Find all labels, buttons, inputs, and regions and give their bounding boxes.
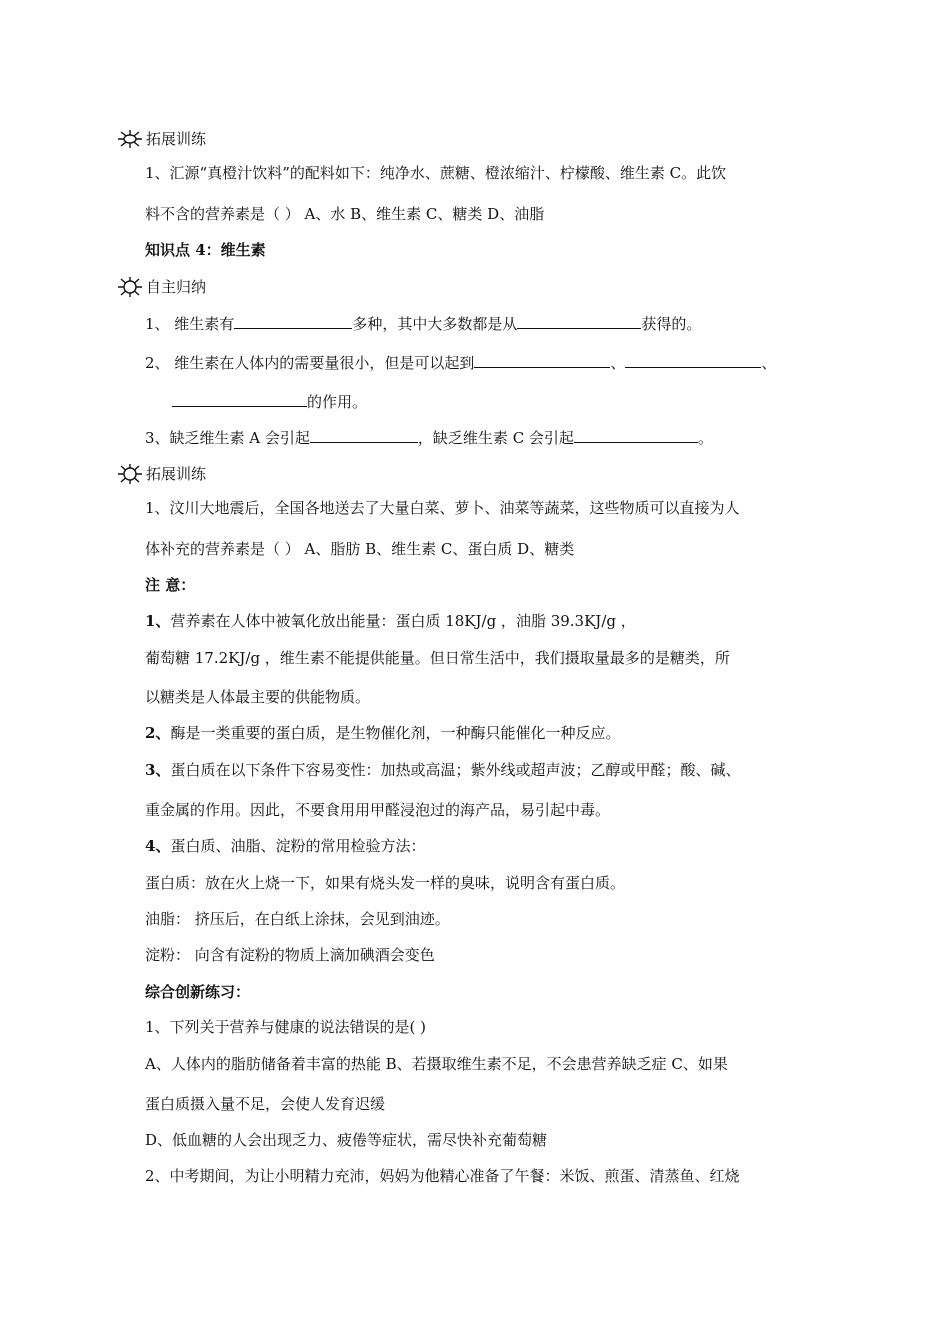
note-item-2 [145, 723, 620, 743]
question-line: 2、中考期间，为让小明精力充沛，妈妈为他精心准备了午餐：米饭、煎蛋、清蒸鱼、红烧 [145, 1167, 740, 1185]
sun-icon [116, 128, 144, 150]
section-title: 拓展训练 [146, 130, 207, 148]
blank[interactable] [310, 427, 418, 443]
text: 3、缺乏维生素 A 会引起 [145, 429, 310, 447]
section-title: 拓展训练 [146, 465, 207, 483]
text: 营养素在人体中被氧化放出能量：蛋白质 18KJ/g ，油脂 39.3KJ/g ， [170, 612, 636, 630]
question-option-line: D、低血糖的人会出现乏力、疲倦等症状，需尽快补充葡萄糖 [145, 1131, 548, 1149]
blank[interactable] [517, 313, 641, 329]
test-method-protein: 蛋白质：放在火上烧一下，如果有烧头发一样的臭味，说明含有蛋白质。 [145, 874, 626, 892]
comprehensive-heading: 综合创新练习： [145, 983, 251, 1001]
item-number: 4、 [145, 837, 171, 855]
sun-icon [116, 276, 144, 298]
note-item-1-cont: 以糖类是人体最主要的供能物质。 [145, 688, 371, 706]
note-item-3 [145, 760, 740, 780]
text: 、 [610, 354, 626, 372]
section-title: 自主归纳 [146, 278, 207, 296]
text: 的作用。 [307, 393, 368, 411]
text: 2、 维生素在人体内的需要量很小，但是可以起到 [145, 354, 475, 372]
note-item-1-cont: 葡萄糖 17.2KJ/g ，维生素不能提供能量。但日常生活中，我们摄取量最多的是糖类，所 [145, 649, 730, 667]
section-heading-extension-1 [116, 128, 206, 150]
text: 、 [761, 354, 777, 372]
fill-in-line-1 [145, 313, 701, 334]
fill-in-line-2-cont [172, 391, 367, 412]
question-option-line: A、人体内的脂肪储备着丰富的热能 B、若摄取维生素不足，不会患营养缺乏症 C、如果 [145, 1055, 728, 1073]
knowledge-point-heading: 知识点 4：维生素 [145, 241, 266, 259]
test-method-fat: 油脂： 挤压后，在白纸上涂抹，会见到油迹。 [145, 910, 450, 928]
fill-in-line-2 [145, 352, 776, 373]
text: 获得的。 [641, 315, 702, 333]
text: 1、 维生素有 [145, 315, 235, 333]
sun-icon [116, 463, 144, 485]
question-line: 体补充的营养素是（ ） A、脂肪 B、维生素 C、蛋白质 D、糖类 [145, 540, 575, 558]
test-method-starch: 淀粉： 向含有淀粉的物质上滴加碘酒会变色 [145, 946, 435, 964]
note-item-1 [145, 611, 636, 631]
item-number: 2、 [145, 724, 171, 742]
blank[interactable] [574, 427, 698, 443]
text: 。 [697, 429, 713, 447]
text: 蛋白质在以下条件下容易变性：加热或高温；紫外线或超声波；乙醇或甲醛；酸、碱、 [170, 761, 741, 779]
question-line: 料不含的营养素是（ ） A、水 B、维生素 C、糖类 D、油脂 [145, 205, 545, 223]
section-heading-extension-2 [116, 463, 206, 485]
question-option-line: 蛋白质摄入量不足，会使人发育迟缓 [145, 1095, 386, 1113]
question-line: 1、汇源“真橙汁饮料”的配料如下：纯净水、蔗糖、橙浓缩汁、柠檬酸、维生素 C。此饮 [145, 164, 727, 182]
section-heading-summary [116, 276, 206, 298]
question-line: 1、汶川大地震后，全国各地送去了大量白菜、萝卜、油菜等蔬菜，这些物质可以直接为人 [145, 499, 740, 517]
blank[interactable] [172, 391, 307, 407]
blank[interactable] [474, 352, 610, 368]
note-item-3-cont: 重金属的作用。因此，不要食用用甲醛浸泡过的海产品，易引起中毒。 [145, 801, 611, 819]
item-number: 1、 [145, 612, 171, 630]
note-item-4 [145, 836, 425, 856]
text: 蛋白质、油脂、淀粉的常用检验方法： [170, 837, 426, 855]
blank[interactable] [625, 352, 761, 368]
text: 多种，其中大多数都是从 [352, 315, 518, 333]
note-heading: 注 意： [145, 576, 196, 594]
fill-in-line-3 [145, 427, 713, 448]
blank[interactable] [234, 313, 352, 329]
text: ，缺乏维生素 C 会引起 [417, 429, 574, 447]
question-line: 1、下列关于营养与健康的说法错误的是( ) [145, 1018, 427, 1036]
item-number: 3、 [145, 761, 171, 779]
text: 酶是一类重要的蛋白质，是生物催化剂，一种酶只能催化一种反应。 [170, 724, 621, 742]
